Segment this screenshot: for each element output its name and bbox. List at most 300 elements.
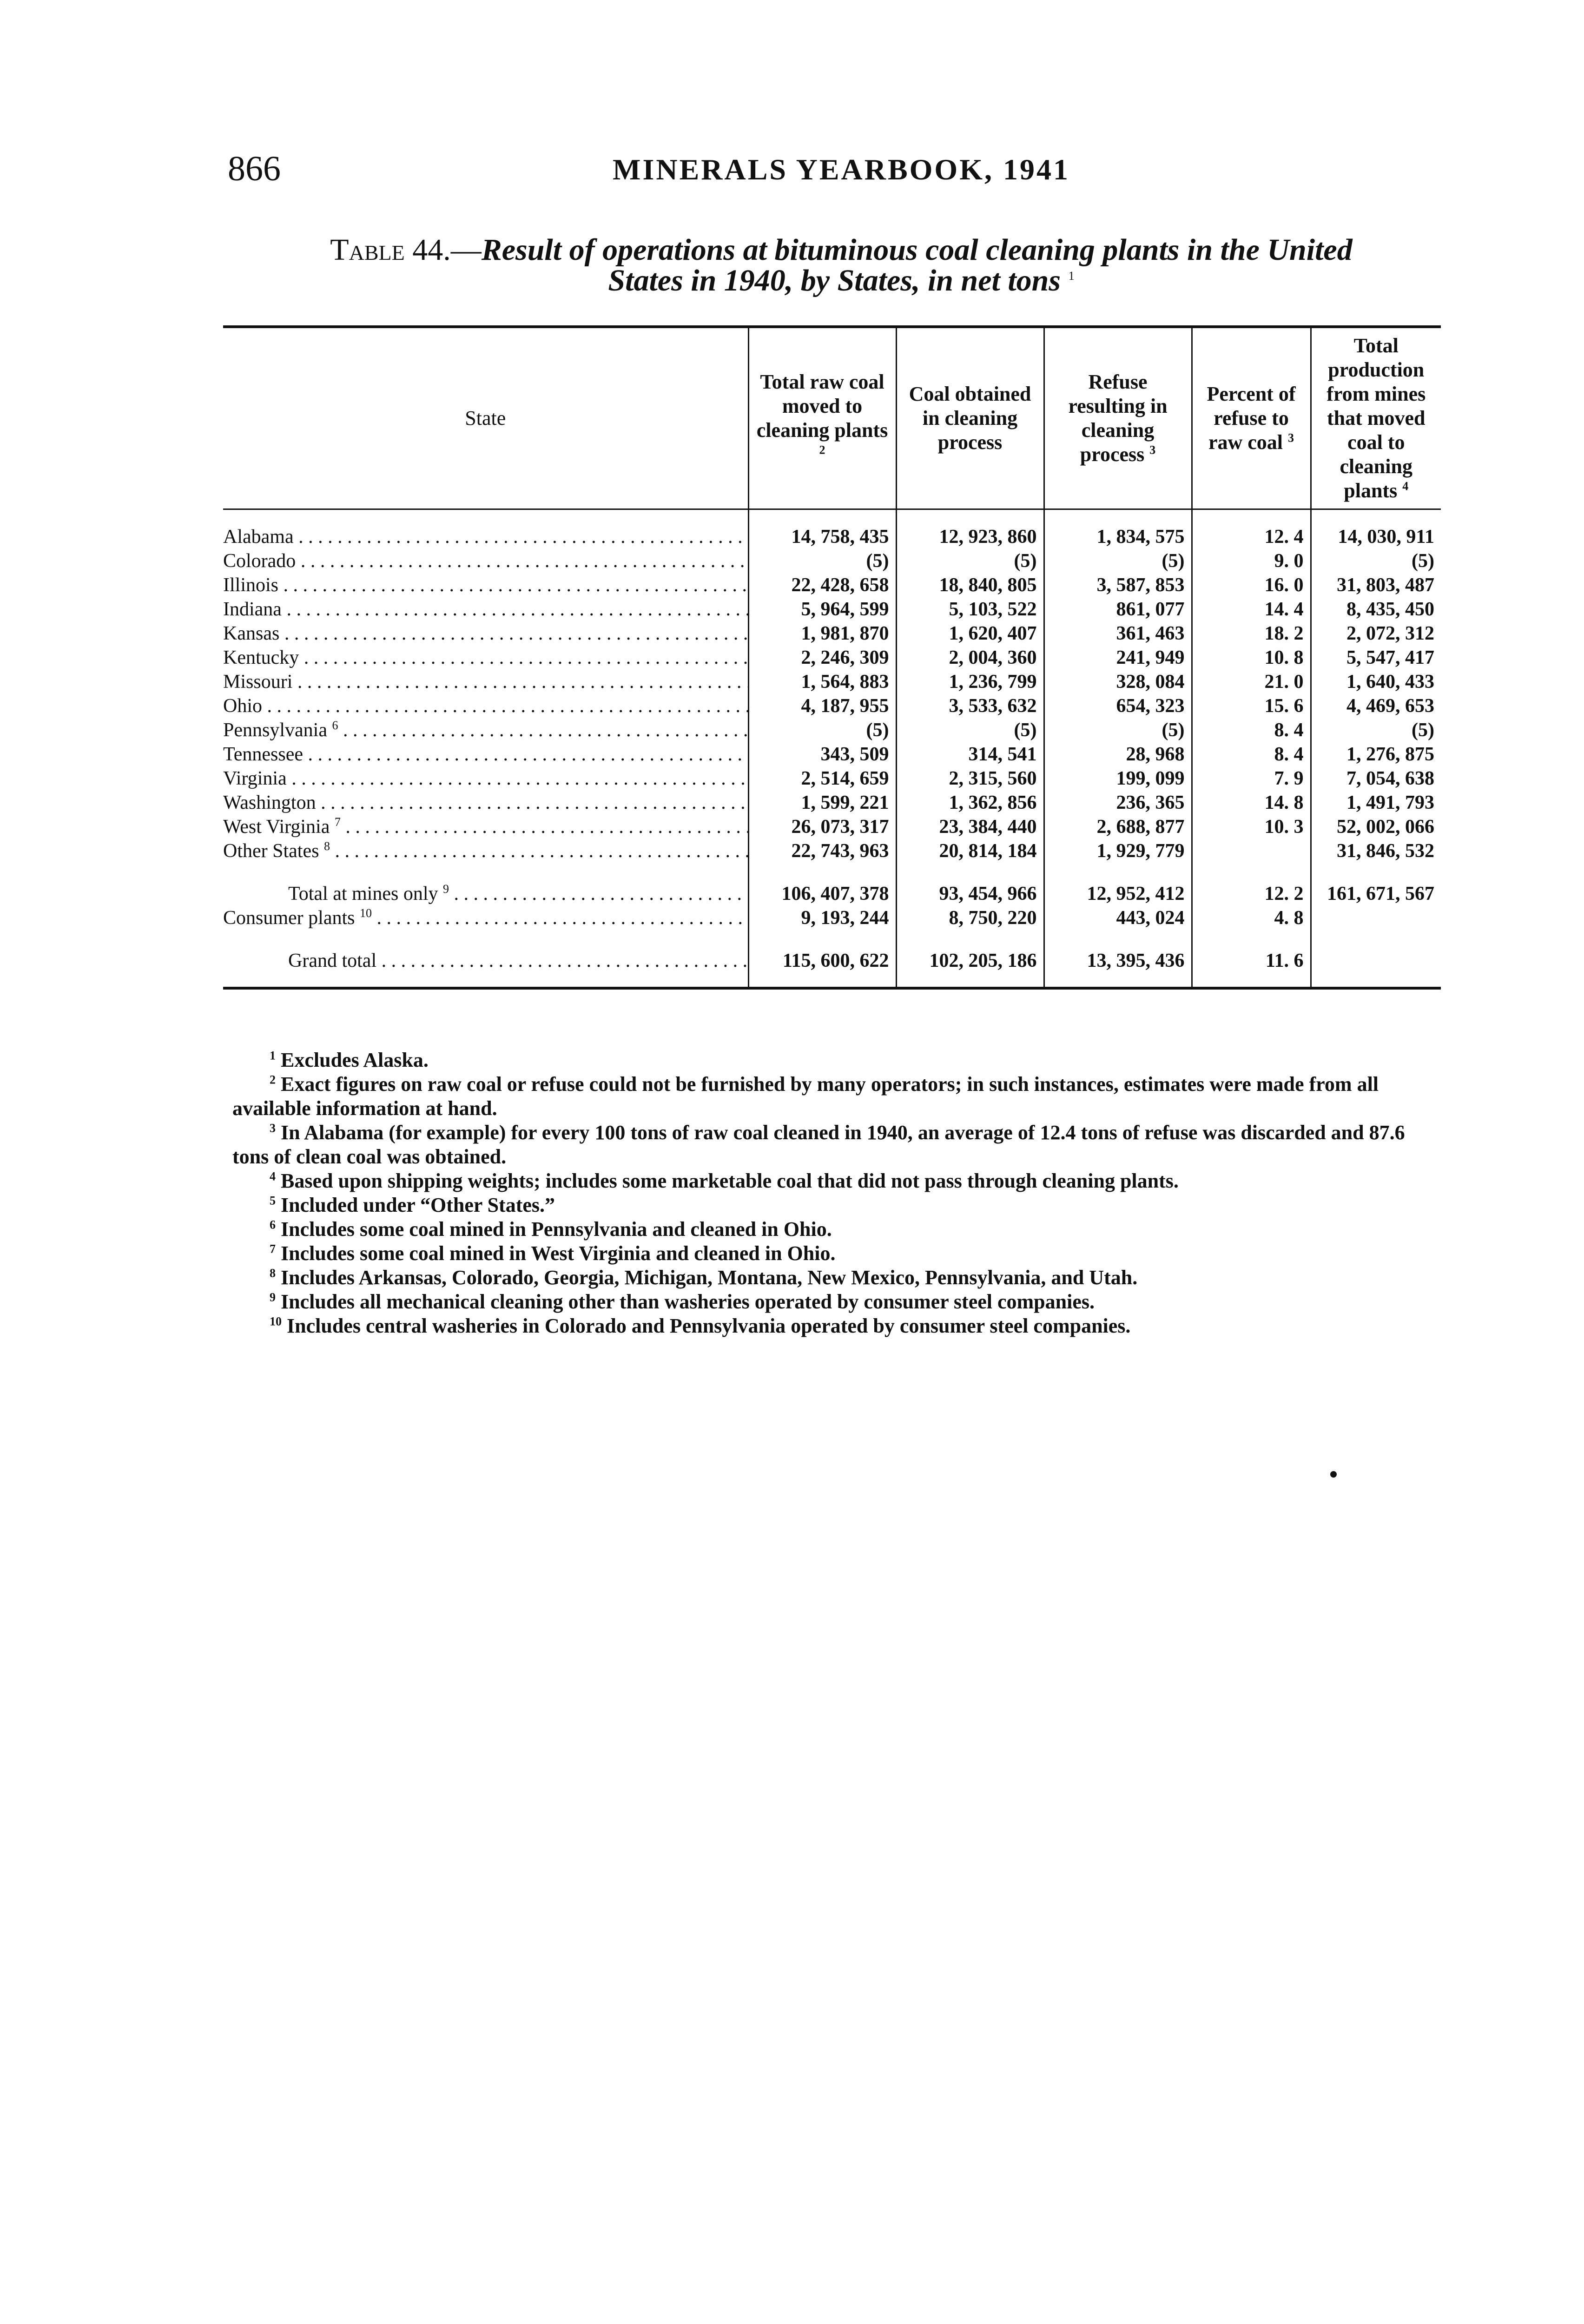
table-header (223, 328, 1441, 509)
spacer-cell (1192, 930, 1311, 949)
value-obtained: 2, 315, 560 (949, 768, 1037, 789)
value-cell-obtained (896, 509, 1044, 549)
value-refuse: (5) (1162, 550, 1185, 572)
caption-title-line-1: Result of operations at bituminous coal cleaning plants in the United (481, 233, 1353, 267)
value-refuse: 361, 463 (1116, 623, 1185, 644)
value-cell-raw (748, 621, 896, 646)
value-production: 1, 276, 875 (1346, 744, 1434, 765)
state-cell (223, 839, 748, 863)
state-cell (223, 815, 748, 839)
value-obtained: 8, 750, 220 (949, 907, 1037, 929)
spacer-row (223, 930, 1441, 949)
spacer-cell (1044, 930, 1192, 949)
value-cell-refuse (1044, 839, 1192, 863)
table-body (223, 509, 1441, 987)
value-raw: 5, 964, 599 (801, 599, 889, 620)
value-cell-raw (748, 597, 896, 621)
value-cell-production (1311, 839, 1441, 863)
footnote-text: Includes some coal mined in Pennsylvania and cleaned in Ohio. (281, 1218, 832, 1241)
page-number: 866 (228, 149, 281, 188)
value-obtained: 23, 384, 440 (939, 816, 1037, 838)
value-obtained: 3, 533, 632 (949, 695, 1037, 717)
value-cell-refuse (1044, 694, 1192, 718)
value-cell-percent (1192, 646, 1311, 670)
spacer-cell (1311, 930, 1441, 949)
value-production: 5, 547, 417 (1346, 647, 1434, 668)
footnote-number: 6 (270, 1218, 276, 1232)
value-production: 8, 435, 450 (1346, 599, 1434, 620)
value-percent: 4. 8 (1274, 907, 1304, 929)
value-cell-production (1311, 549, 1441, 573)
footnote-text: Exact figures on raw coal or refuse could not be furnished by many operators; in such instances, estimates were made from all available information at hand. (232, 1073, 1379, 1120)
footnote (232, 1290, 1445, 1314)
footnote-text: Includes all mechanical cleaning other than washeries operated by consumer steel companies. (281, 1290, 1095, 1313)
column-header (1192, 328, 1311, 509)
state-cell (223, 646, 748, 670)
state-label: Grand total (288, 950, 377, 971)
state-name (223, 695, 748, 717)
state-label: Indiana (223, 599, 282, 620)
value-cell-production (1311, 718, 1441, 742)
footnote-number: 5 (270, 1194, 276, 1208)
table-row (223, 621, 1441, 646)
state-note: 10 (359, 906, 372, 920)
state-note: 9 (443, 882, 449, 896)
footnote (232, 1241, 1445, 1266)
value-cell-raw (748, 815, 896, 839)
value-refuse: 199, 099 (1116, 768, 1185, 789)
column-header (223, 328, 748, 509)
state-cell (223, 549, 748, 573)
state-name (223, 671, 748, 693)
value-cell-obtained (896, 621, 1044, 646)
value-refuse: 1, 834, 575 (1096, 526, 1185, 548)
footnote-number: 3 (270, 1121, 276, 1135)
state-name (223, 907, 748, 929)
state-cell (223, 791, 748, 815)
state-label: Alabama (223, 526, 294, 548)
value-cell-raw (748, 718, 896, 742)
state-note: 6 (332, 719, 338, 732)
table-row (223, 509, 1441, 549)
footnote-number: 7 (270, 1242, 276, 1256)
value-production: 1, 491, 793 (1346, 792, 1434, 813)
footnote-number: 1 (270, 1049, 276, 1063)
footnote-text: Includes Arkansas, Colorado, Georgia, Michigan, Montana, New Mexico, Pennsylvania, and Utah. (281, 1266, 1138, 1289)
table-row (223, 815, 1441, 839)
value-cell-raw (748, 882, 896, 906)
state-note: 7 (334, 815, 341, 829)
footnote (232, 1314, 1445, 1338)
column-header-note: 3 (1149, 443, 1156, 457)
value-cell-refuse (1044, 621, 1192, 646)
value-cell-production (1311, 509, 1441, 549)
value-production: 161, 671, 567 (1327, 883, 1434, 905)
value-cell-raw (748, 549, 896, 573)
value-refuse: 241, 949 (1116, 647, 1185, 668)
state-name (288, 883, 748, 905)
spacer-cell (896, 863, 1044, 882)
value-cell-refuse (1044, 791, 1192, 815)
footnote-number: 8 (270, 1266, 276, 1280)
column-header-label: Total raw coal moved to cleaning plants (756, 370, 888, 442)
footnote (232, 1048, 1445, 1072)
spacer-cell (223, 930, 748, 949)
value-raw: 343, 509 (820, 744, 889, 765)
value-obtained: 18, 840, 805 (939, 574, 1037, 596)
value-raw: 14, 758, 435 (791, 526, 889, 548)
value-cell-obtained (896, 573, 1044, 597)
header-row (223, 328, 1441, 509)
value-cell-percent (1192, 670, 1311, 694)
value-cell-raw (748, 670, 896, 694)
value-cell-production (1311, 694, 1441, 718)
value-refuse: 13, 395, 436 (1087, 950, 1185, 971)
table-row (223, 670, 1441, 694)
state-cell (223, 509, 748, 549)
value-percent: 11. 6 (1265, 950, 1304, 971)
spacer-cell (223, 863, 748, 882)
state-name (223, 574, 748, 596)
footnote-text: In Alabama (for example) for every 100 tons of raw coal cleaned in 1940, an average of 12.4 tons of refuse was discarded and 87.6 tons of clean coal was obtained. (232, 1121, 1405, 1168)
state-cell (223, 949, 748, 987)
value-obtained: 93, 454, 966 (939, 883, 1037, 905)
column-header-label: Total production from mines that moved coal to cleaning plants (1327, 334, 1426, 502)
column-header-label: Refuse resulting in cleaning process (1068, 370, 1168, 466)
value-cell-production (1311, 573, 1441, 597)
footnote (232, 1072, 1445, 1121)
state-name (223, 792, 748, 813)
spacer-cell (1044, 863, 1192, 882)
value-refuse: 861, 077 (1116, 599, 1185, 620)
value-cell-percent (1192, 597, 1311, 621)
spacer-cell (1192, 863, 1311, 882)
running-title: MINERALS YEARBOOK, 1941 (613, 153, 1070, 186)
value-cell-raw (748, 694, 896, 718)
value-obtained: 1, 620, 407 (949, 623, 1037, 644)
state-name (223, 816, 748, 838)
value-cell-refuse (1044, 509, 1192, 549)
value-raw: 26, 073, 317 (791, 816, 889, 838)
value-cell-obtained (896, 906, 1044, 930)
value-cell-percent (1192, 949, 1311, 987)
value-cell-obtained (896, 549, 1044, 573)
value-cell-production (1311, 949, 1441, 987)
value-production: 52, 002, 066 (1337, 816, 1434, 838)
table-row (223, 791, 1441, 815)
state-label: Missouri (223, 671, 293, 693)
value-refuse: 1, 929, 779 (1096, 840, 1185, 862)
value-cell-production (1311, 882, 1441, 906)
value-cell-refuse (1044, 815, 1192, 839)
table-row (223, 573, 1441, 597)
value-raw: (5) (866, 550, 889, 572)
value-raw: 1, 599, 221 (801, 792, 889, 813)
value-production: 14, 030, 911 (1338, 526, 1434, 548)
footnote-number: 9 (270, 1290, 276, 1304)
value-refuse: 654, 323 (1116, 695, 1185, 717)
value-raw: 22, 743, 963 (791, 840, 889, 862)
page-header (228, 149, 1455, 200)
state-label: Other States (223, 840, 319, 862)
state-label: Consumer plants (223, 907, 355, 929)
value-cell-production (1311, 791, 1441, 815)
state-label: Colorado (223, 550, 296, 572)
table-caption (232, 235, 1450, 296)
value-obtained: 102, 205, 186 (929, 950, 1037, 971)
value-cell-refuse (1044, 742, 1192, 766)
table-row (223, 839, 1441, 863)
value-cell-obtained (896, 718, 1044, 742)
value-percent: 8. 4 (1274, 744, 1304, 765)
state-cell (223, 621, 748, 646)
value-raw: 2, 246, 309 (801, 647, 889, 668)
caption-line-2 (232, 265, 1450, 296)
footnote-text: Includes some coal mined in West Virginia and cleaned in Ohio. (281, 1242, 836, 1265)
column-header-label: Coal obtained in cleaning process (909, 383, 1031, 454)
table-row (223, 906, 1441, 930)
value-cell-obtained (896, 646, 1044, 670)
value-cell-percent (1192, 791, 1311, 815)
value-percent: 21. 0 (1264, 671, 1304, 693)
spacer-cell (1311, 863, 1441, 882)
value-cell-production (1311, 766, 1441, 791)
value-cell-obtained (896, 742, 1044, 766)
value-refuse: 12, 952, 412 (1087, 883, 1185, 905)
table-row (223, 597, 1441, 621)
state-cell (223, 670, 748, 694)
value-percent: 12. 4 (1264, 526, 1304, 548)
state-name (223, 840, 748, 862)
value-obtained: 1, 362, 856 (949, 792, 1037, 813)
value-cell-percent (1192, 573, 1311, 597)
caption-footnote-ref: 1 (1068, 269, 1075, 283)
value-raw: (5) (866, 720, 889, 741)
state-label: Virginia (223, 768, 287, 789)
value-cell-percent (1192, 694, 1311, 718)
value-cell-obtained (896, 766, 1044, 791)
table-row (223, 646, 1441, 670)
footnote-number: 10 (270, 1314, 282, 1328)
state-cell (223, 718, 748, 742)
value-cell-raw (748, 906, 896, 930)
value-cell-obtained (896, 670, 1044, 694)
value-cell-raw (748, 646, 896, 670)
value-production: 31, 803, 487 (1337, 574, 1434, 596)
table-row (223, 549, 1441, 573)
data-table-container (223, 325, 1441, 990)
column-header-note: 2 (819, 443, 825, 457)
state-name (223, 550, 748, 572)
table-bottom-rule (223, 987, 1441, 990)
state-cell (223, 597, 748, 621)
state-label: Ohio (223, 695, 262, 717)
footnote-number: 2 (270, 1073, 276, 1087)
column-header-label: State (465, 407, 506, 429)
value-cell-production (1311, 597, 1441, 621)
state-label: Kentucky (223, 647, 299, 668)
value-cell-raw (748, 839, 896, 863)
value-percent: 10. 8 (1264, 647, 1304, 668)
state-cell (223, 694, 748, 718)
value-obtained: 20, 814, 184 (939, 840, 1037, 862)
value-production: 4, 469, 653 (1346, 695, 1434, 717)
value-refuse: 443, 024 (1116, 907, 1185, 929)
value-percent: 14. 4 (1264, 599, 1304, 620)
state-name (223, 623, 748, 644)
footnote-text: Includes central washeries in Colorado and Pennsylvania operated by consumer steel companies. (287, 1314, 1131, 1337)
column-header-label: Percent of refuse to raw coal (1207, 383, 1296, 454)
value-cell-refuse (1044, 573, 1192, 597)
value-cell-obtained (896, 949, 1044, 987)
caption-title-line-2: States in 1940, by States, in net tons (608, 264, 1061, 297)
value-cell-refuse (1044, 549, 1192, 573)
value-production: 31, 846, 532 (1337, 840, 1434, 862)
footnote-text: Included under “Other States.” (281, 1194, 555, 1216)
table-row (223, 949, 1441, 987)
value-cell-obtained (896, 882, 1044, 906)
value-cell-refuse (1044, 646, 1192, 670)
value-production: 2, 072, 312 (1346, 623, 1434, 644)
data-table (223, 328, 1441, 987)
value-cell-raw (748, 573, 896, 597)
value-percent: 14. 8 (1264, 792, 1304, 813)
table-row (223, 742, 1441, 766)
value-cell-refuse (1044, 597, 1192, 621)
value-cell-obtained (896, 791, 1044, 815)
column-header-note: 4 (1402, 479, 1409, 493)
value-cell-percent (1192, 718, 1311, 742)
value-refuse: (5) (1162, 720, 1185, 741)
state-name (223, 768, 748, 789)
table-row (223, 882, 1441, 906)
value-cell-obtained (896, 839, 1044, 863)
value-obtained: 314, 541 (968, 744, 1037, 765)
value-cell-raw (748, 791, 896, 815)
footnote-text: Excludes Alaska. (281, 1049, 429, 1071)
value-cell-refuse (1044, 670, 1192, 694)
value-cell-raw (748, 949, 896, 987)
footnote-text: Based upon shipping weights; includes some marketable coal that did not pass through cleaning plants. (281, 1169, 1179, 1192)
value-cell-production (1311, 670, 1441, 694)
value-cell-production (1311, 621, 1441, 646)
value-raw: 1, 981, 870 (801, 623, 889, 644)
value-cell-raw (748, 509, 896, 549)
value-percent: 10. 3 (1264, 816, 1304, 838)
value-cell-raw (748, 766, 896, 791)
state-cell (223, 766, 748, 791)
state-name (223, 744, 748, 765)
footnote (232, 1121, 1445, 1169)
value-raw: 22, 428, 658 (791, 574, 889, 596)
column-header (896, 328, 1044, 509)
state-label: Tennessee (223, 744, 303, 765)
spacer-cell (748, 930, 896, 949)
footnote (232, 1169, 1445, 1193)
value-obtained: (5) (1014, 550, 1037, 572)
value-obtained: (5) (1014, 720, 1037, 741)
table-row (223, 766, 1441, 791)
value-obtained: 5, 103, 522 (949, 599, 1037, 620)
table-row (223, 694, 1441, 718)
state-name (223, 720, 748, 741)
value-production: 7, 054, 638 (1346, 768, 1434, 789)
value-cell-production (1311, 742, 1441, 766)
value-refuse: 3, 587, 853 (1096, 574, 1185, 596)
state-name (223, 647, 748, 668)
value-percent: 8. 4 (1274, 720, 1304, 741)
value-cell-production (1311, 906, 1441, 930)
value-cell-production (1311, 815, 1441, 839)
state-label: Kansas (223, 623, 280, 644)
state-label: Total at mines only (288, 883, 438, 905)
value-refuse: 328, 084 (1116, 671, 1185, 693)
value-cell-percent (1192, 906, 1311, 930)
spacer-cell (896, 930, 1044, 949)
value-cell-refuse (1044, 766, 1192, 791)
state-label: Washington (223, 792, 316, 813)
value-percent: 7. 9 (1274, 768, 1304, 789)
footnote (232, 1217, 1445, 1241)
column-header (748, 328, 896, 509)
column-header (1044, 328, 1192, 509)
state-cell (223, 742, 748, 766)
state-label: West Virginia (223, 816, 330, 838)
value-raw: 1, 564, 883 (801, 671, 889, 693)
value-cell-obtained (896, 694, 1044, 718)
value-cell-refuse (1044, 949, 1192, 987)
value-cell-percent (1192, 742, 1311, 766)
state-cell (223, 882, 748, 906)
value-percent: 16. 0 (1264, 574, 1304, 596)
column-header (1311, 328, 1441, 509)
value-raw: 106, 407, 378 (781, 883, 889, 905)
footnote (232, 1266, 1445, 1290)
footnote (232, 1193, 1445, 1217)
state-label: Illinois (223, 574, 279, 596)
value-cell-obtained (896, 597, 1044, 621)
value-percent: 12. 2 (1264, 883, 1304, 905)
value-production: 1, 640, 433 (1346, 671, 1434, 693)
value-cell-raw (748, 742, 896, 766)
state-name (288, 950, 748, 971)
value-obtained: 1, 236, 799 (949, 671, 1037, 693)
value-percent: 15. 6 (1264, 695, 1304, 717)
table-label: Table 44. (330, 233, 451, 267)
value-cell-percent (1192, 839, 1311, 863)
value-cell-refuse (1044, 718, 1192, 742)
state-cell (223, 906, 748, 930)
value-cell-percent (1192, 509, 1311, 549)
value-cell-percent (1192, 621, 1311, 646)
value-cell-percent (1192, 882, 1311, 906)
spacer-cell (748, 863, 896, 882)
value-refuse: 2, 688, 877 (1096, 816, 1185, 838)
spacer-row (223, 863, 1441, 882)
state-label: Pennsylvania (223, 720, 327, 741)
stray-mark (1330, 1471, 1337, 1478)
value-obtained: 2, 004, 360 (949, 647, 1037, 668)
value-cell-obtained (896, 815, 1044, 839)
value-refuse: 236, 365 (1116, 792, 1185, 813)
value-percent: 18. 2 (1264, 623, 1304, 644)
value-cell-percent (1192, 766, 1311, 791)
footnote-number: 4 (270, 1169, 276, 1183)
value-raw: 115, 600, 622 (782, 950, 889, 971)
footnotes (232, 1048, 1445, 1338)
state-cell (223, 573, 748, 597)
state-note: 8 (323, 839, 330, 853)
